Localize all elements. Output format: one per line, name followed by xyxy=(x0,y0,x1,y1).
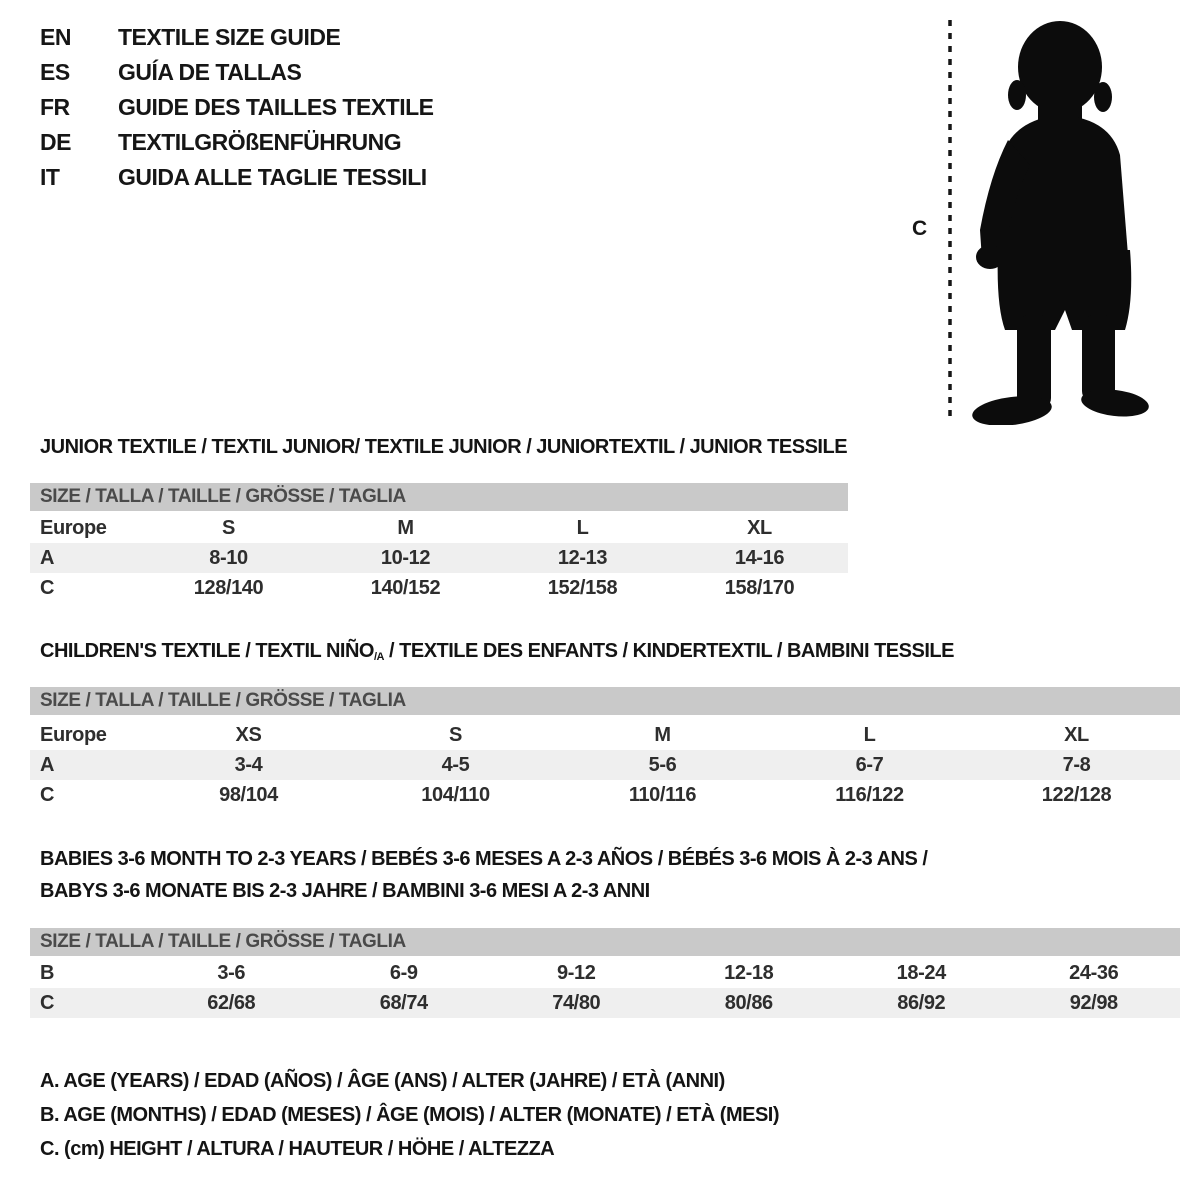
size-header-cell: L xyxy=(576,516,589,539)
size-header-cell: XL xyxy=(1064,723,1089,746)
language-row-en xyxy=(40,20,434,55)
junior-size-table xyxy=(30,513,848,603)
legend-line-b: B. AGE (MONTHS) / EDAD (MESES) / ÂGE (MOIS) / ALTER (MONATE) / ETÀ (MESI) xyxy=(40,1103,780,1126)
value-cell: 12-13 xyxy=(494,543,671,573)
row-label-cell: A xyxy=(30,543,140,573)
value-cell: 68/74 xyxy=(318,988,491,1018)
table-row xyxy=(30,988,1180,1018)
junior-size-bar: SIZE / TALLA / TAILLE / GRÖSSE / TAGLIA xyxy=(30,483,848,511)
language-code: IT xyxy=(40,164,60,190)
children-section-title xyxy=(40,640,954,663)
babies-size-table xyxy=(30,958,1180,1018)
value-cell: 4-5 xyxy=(352,750,559,780)
table-row xyxy=(30,780,1180,810)
babies-section-title-line2: BABYS 3-6 MONATE BIS 2-3 JAHRE / BAMBINI 3-6 MESI A 2-3 ANNI xyxy=(40,880,650,902)
value-cell: 152/158 xyxy=(547,576,618,599)
value-cell: 8-10 xyxy=(140,543,317,573)
size-header-cell: S xyxy=(222,516,235,539)
size-header-cell: XS xyxy=(235,723,262,746)
size-header-cell: XL xyxy=(747,516,772,539)
value-cell: 18-24 xyxy=(896,961,946,984)
value-cell: 3-4 xyxy=(145,750,352,780)
language-title-list xyxy=(40,20,434,195)
value-cell: 86/92 xyxy=(835,988,1008,1018)
value-cell: 74/80 xyxy=(490,988,663,1018)
value-cell: 92/98 xyxy=(1008,988,1181,1018)
children-title-part2: / TEXTILE DES ENFANTS / KINDERTEXTIL / BAMBINI TESSILE xyxy=(383,640,954,662)
table-row xyxy=(30,958,1180,988)
size-header-cell: S xyxy=(449,723,462,746)
row-label-cell: C xyxy=(40,576,55,599)
row-label-cell: C xyxy=(30,988,145,1018)
value-cell: 98/104 xyxy=(219,783,278,806)
language-code: ES xyxy=(40,59,70,85)
size-header-cell: M xyxy=(397,516,414,539)
table-row xyxy=(30,720,1180,750)
guide-title-it: GUIDA ALLE TAGLIE TESSILI xyxy=(118,164,427,190)
children-size-table xyxy=(30,720,1180,810)
table-row xyxy=(30,573,848,603)
row-label-cell: A xyxy=(30,750,145,780)
value-cell: 62/68 xyxy=(145,988,318,1018)
value-cell: 14-16 xyxy=(671,543,848,573)
language-row-fr xyxy=(40,90,434,125)
language-code: FR xyxy=(40,94,70,120)
guide-title-de: TEXTILGRÖßENFÜHRUNG xyxy=(118,129,402,155)
value-cell: 24-36 xyxy=(1069,961,1119,984)
value-cell: 9-12 xyxy=(557,961,596,984)
value-cell: 12-18 xyxy=(724,961,774,984)
babies-section-title-line1: BABIES 3-6 MONTH TO 2-3 YEARS / BEBÉS 3-6 MESES A 2-3 AÑOS / BÉBÉS 3-6 MOIS À 2-3 ANS / xyxy=(40,848,928,870)
size-header-cell: M xyxy=(654,723,671,746)
language-code: EN xyxy=(40,24,71,50)
baby-figure xyxy=(935,15,1150,425)
guide-title-fr: GUIDE DES TAILLES TEXTILE xyxy=(118,94,434,120)
language-row-it xyxy=(40,160,434,195)
value-cell: 140/152 xyxy=(370,576,441,599)
value-cell: 122/128 xyxy=(1041,783,1112,806)
row-label-cell: C xyxy=(40,783,55,806)
language-row-de xyxy=(40,125,434,160)
table-row xyxy=(30,513,848,543)
value-cell: 80/86 xyxy=(663,988,836,1018)
children-size-bar: SIZE / TALLA / TAILLE / GRÖSSE / TAGLIA xyxy=(30,687,1180,715)
babies-size-bar: SIZE / TALLA / TAILLE / GRÖSSE / TAGLIA xyxy=(30,928,1180,956)
size-header-cell: L xyxy=(863,723,876,746)
value-cell: 104/110 xyxy=(421,783,490,806)
value-cell: 158/170 xyxy=(724,576,795,599)
value-cell: 128/140 xyxy=(193,576,264,599)
value-cell: 5-6 xyxy=(559,750,766,780)
children-title-sub: /A xyxy=(373,650,384,663)
size-header-cell: Europe xyxy=(40,516,107,539)
value-cell: 3-6 xyxy=(217,961,246,984)
language-row-es xyxy=(40,55,434,90)
legend xyxy=(40,1064,779,1166)
value-cell: 6-7 xyxy=(766,750,973,780)
guide-title-es: GUÍA DE TALLAS xyxy=(118,59,302,85)
children-title-part1: CHILDREN'S TEXTILE / TEXTIL NIÑO xyxy=(40,640,374,662)
value-cell: 6-9 xyxy=(389,961,418,984)
language-code: DE xyxy=(40,129,71,155)
baby-silhouette-icon xyxy=(935,15,1150,425)
value-cell: 110/116 xyxy=(628,783,697,806)
value-cell: 7-8 xyxy=(973,750,1180,780)
table-row xyxy=(30,543,848,573)
legend-line-a: A. AGE (YEARS) / EDAD (AÑOS) / ÂGE (ANS) / ALTER (JAHRE) / ETÀ (ANNI) xyxy=(40,1069,725,1092)
row-label-cell: B xyxy=(40,961,55,984)
size-header-cell: Europe xyxy=(40,723,107,746)
junior-section-title: JUNIOR TEXTILE / TEXTIL JUNIOR/ TEXTILE JUNIOR / JUNIORTEXTIL / JUNIOR TESSILE xyxy=(40,436,848,458)
value-cell: 116/122 xyxy=(835,783,904,806)
table-row xyxy=(30,750,1180,780)
height-measure-label: C xyxy=(912,217,928,240)
value-cell: 10-12 xyxy=(317,543,494,573)
guide-title-en: TEXTILE SIZE GUIDE xyxy=(118,24,341,50)
legend-line-c: C. (cm) HEIGHT / ALTURA / HAUTEUR / HÖHE / ALTEZZA xyxy=(40,1137,555,1160)
